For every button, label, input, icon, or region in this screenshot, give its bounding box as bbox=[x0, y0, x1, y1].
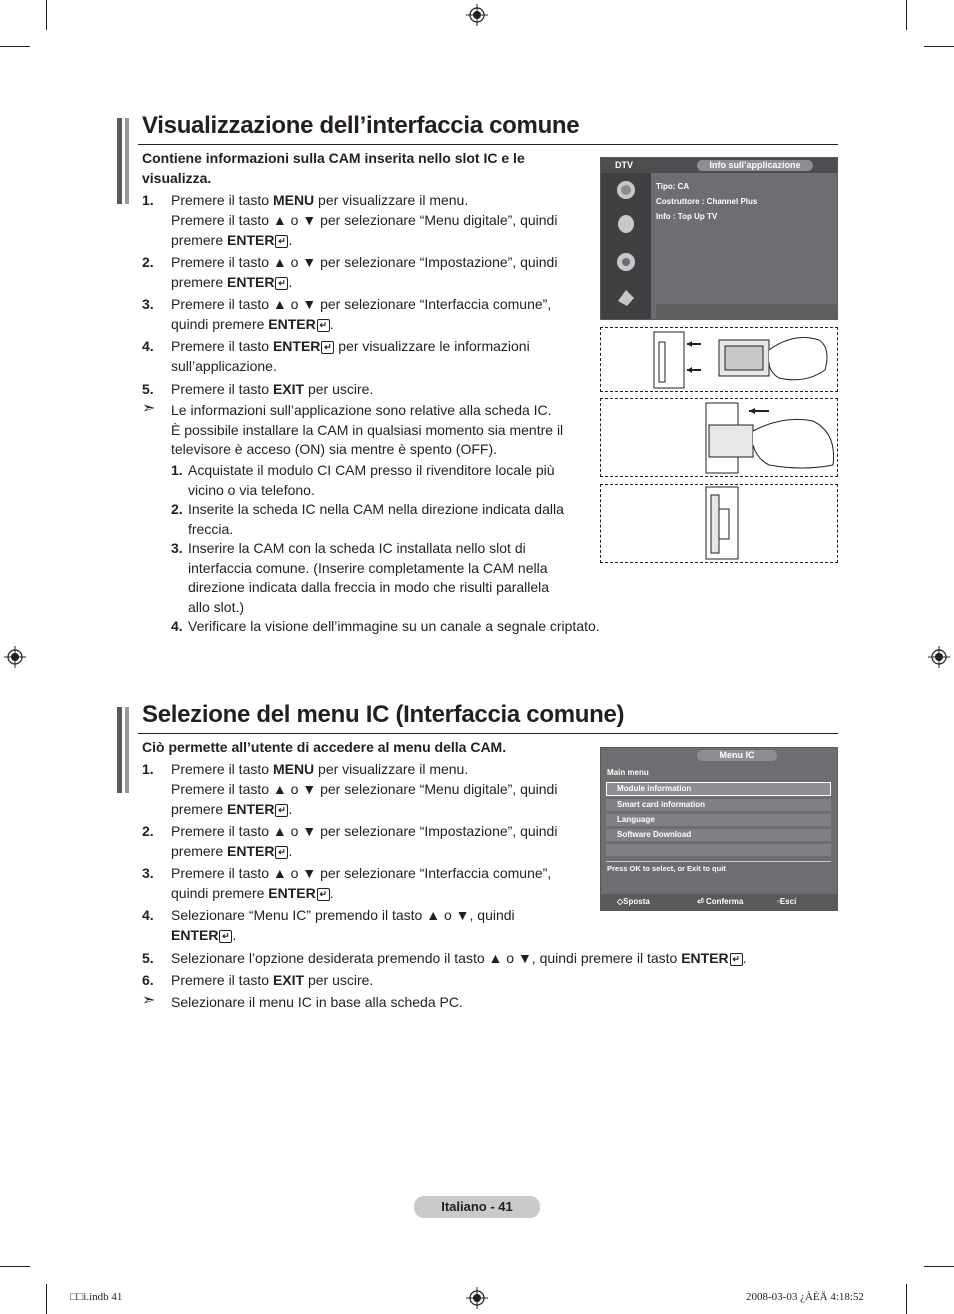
screen-header-label: Menu IC bbox=[697, 750, 777, 761]
line-text: per uscire. bbox=[304, 381, 374, 397]
step-number: 5. bbox=[142, 950, 154, 966]
enter-key-icon: ↵ bbox=[730, 953, 743, 966]
step-text bbox=[171, 863, 551, 883]
sound-menu-icon bbox=[615, 213, 637, 235]
substep-number: 3. bbox=[171, 540, 183, 556]
note-arrow-icon: ➣ bbox=[142, 400, 156, 417]
screen-info-line: Info : Top Up TV bbox=[656, 212, 718, 221]
step-number: 3. bbox=[142, 296, 154, 312]
substep-number: 4. bbox=[171, 618, 183, 634]
registration-mark-icon bbox=[466, 1287, 488, 1309]
line-text: . bbox=[329, 885, 334, 901]
step-text bbox=[171, 190, 468, 210]
key-name: ENTER bbox=[268, 316, 316, 332]
screen-header-label: Info sull’applicazione bbox=[697, 160, 813, 171]
substep-text: Inserite la scheda IC nella CAM nella direzione indicata dalla bbox=[188, 501, 564, 517]
screen-menu-item-selected[interactable]: Module information bbox=[606, 782, 831, 796]
step-text bbox=[171, 905, 515, 925]
line-text: . bbox=[742, 950, 747, 966]
screen-menu-item[interactable]: Smart card information bbox=[606, 799, 831, 811]
substep-text: Inserire la CAM con la scheda IC installata nello slot di bbox=[188, 540, 526, 556]
page-number-badge: Italiano - 41 bbox=[414, 1196, 540, 1218]
screen-menu-item[interactable]: Software Download bbox=[606, 829, 831, 841]
key-name: MENU bbox=[272, 761, 315, 777]
crop-mark bbox=[924, 1266, 954, 1267]
line-text: Premere il tasto ▲ o ▼ per selezionare “Menu digitale”, quindi bbox=[171, 212, 558, 228]
illustration-cam-slot bbox=[600, 398, 838, 477]
substep-text: Verificare la visione dell’immagine su un canale a segnale criptato. bbox=[188, 618, 600, 634]
line-text: per visualizzare le informazioni bbox=[334, 338, 530, 354]
note-text: È possibile installare la CAM in qualsiasi momento sia mentre il bbox=[171, 421, 564, 438]
step-number: 1. bbox=[142, 761, 154, 777]
line-text: Selezionare l’opzione desiderata premendo il tasto ▲ o ▼, quindi premere il tasto bbox=[171, 950, 682, 966]
section-intro: Ciò permette all’utente di accedere al menu della CAM. bbox=[142, 739, 507, 755]
line-text: per visualizzare il menu. bbox=[314, 192, 469, 208]
enter-key-icon: ↵ bbox=[275, 235, 288, 248]
line-text: . bbox=[288, 801, 293, 817]
section-rule bbox=[138, 144, 838, 145]
section-rule bbox=[138, 733, 838, 734]
line-text: . bbox=[288, 843, 293, 859]
illustration-cam-inserted bbox=[600, 484, 838, 563]
step-text bbox=[171, 970, 373, 990]
key-name: ENTER bbox=[171, 927, 219, 943]
move-arrows-icon: ◇ bbox=[617, 897, 624, 906]
crop-mark bbox=[46, 1284, 47, 1314]
key-name: ENTER bbox=[227, 801, 275, 817]
screen-mode-label: DTV bbox=[615, 160, 633, 170]
screen-footer-confirm bbox=[697, 897, 743, 906]
screen-info-list bbox=[656, 179, 757, 224]
step-text bbox=[171, 799, 292, 819]
substep-number: 1. bbox=[171, 462, 183, 478]
line-text: . bbox=[288, 232, 293, 248]
note-text: Selezionare il menu IC in base alla scheda PC. bbox=[171, 994, 463, 1010]
screen-hint: Press OK to select, or Exit to quit bbox=[607, 864, 726, 873]
step-text bbox=[171, 210, 557, 230]
print-slug-left: □□i.indb 41 bbox=[70, 1291, 123, 1303]
section-bar bbox=[125, 707, 129, 793]
line-text: premere bbox=[171, 232, 228, 248]
step-text bbox=[171, 948, 747, 968]
key-name: EXIT bbox=[272, 381, 305, 397]
picture-menu-icon bbox=[615, 179, 637, 201]
screen-menu-item[interactable]: Language bbox=[606, 814, 831, 826]
step-number: 3. bbox=[142, 865, 154, 881]
step-number: 4. bbox=[142, 907, 154, 923]
step-number: 2. bbox=[142, 823, 154, 839]
step-text bbox=[171, 841, 292, 861]
note-arrow-icon: ➣ bbox=[142, 992, 156, 1009]
screen-menu-item-empty bbox=[606, 844, 831, 856]
substep-text: freccia. bbox=[188, 520, 234, 537]
step-text bbox=[171, 883, 334, 903]
line-text: . bbox=[232, 927, 237, 943]
crop-mark bbox=[906, 1284, 907, 1314]
cam-inserted-illustration bbox=[601, 485, 837, 562]
key-name: ENTER bbox=[227, 274, 275, 290]
line-text: premere bbox=[171, 843, 228, 859]
line-text: Premere il tasto bbox=[171, 761, 273, 777]
step-text bbox=[171, 356, 277, 376]
line-text: Premere il tasto bbox=[171, 192, 273, 208]
line-text: . bbox=[329, 316, 334, 332]
enter-key-icon: ↵ bbox=[219, 930, 232, 943]
section-bar bbox=[117, 118, 122, 204]
crop-mark bbox=[0, 1266, 30, 1267]
step-text bbox=[171, 379, 373, 399]
screen-footer-bar bbox=[656, 304, 837, 319]
screen-divider bbox=[606, 861, 831, 862]
screen-menu-list bbox=[606, 782, 831, 856]
line-text: quindi premere bbox=[171, 885, 269, 901]
note-text: Le informazioni sull’applicazione sono relative alla scheda IC. bbox=[171, 402, 552, 418]
screen-footer-confirm-label: Conferma bbox=[705, 897, 744, 906]
key-name: ENTER bbox=[227, 232, 275, 248]
substep-text: interfaccia comune. (Inserire completamente la CAM nella bbox=[188, 559, 548, 576]
step-number: 4. bbox=[142, 338, 154, 354]
substep-text: direzione indicata dalla freccia in modo che risulti parallela bbox=[188, 579, 550, 595]
line-text: Premere il tasto bbox=[171, 338, 273, 354]
step-text bbox=[171, 821, 557, 841]
step-text bbox=[171, 925, 236, 945]
line-text: Premere il tasto bbox=[171, 381, 273, 397]
screen-info-line: Costruttore : Channel Plus bbox=[656, 197, 758, 206]
exit-icon: ▫ bbox=[777, 897, 780, 906]
enter-key-icon: ↵ bbox=[275, 277, 288, 290]
substep-text: Acquistate il modulo CI CAM presso il rivenditore locale più bbox=[188, 462, 555, 478]
line-text: Premere il tasto ▲ o ▼ per selezionare “Impostazione”, quindi bbox=[171, 254, 558, 270]
screen-footer-move-label: Sposta bbox=[623, 897, 650, 906]
crop-mark bbox=[46, 0, 47, 30]
registration-mark-icon bbox=[4, 646, 26, 668]
line-text: Premere il tasto ▲ o ▼ per selezionare “Menu digitale”, quindi bbox=[171, 781, 558, 797]
step-text bbox=[171, 336, 530, 356]
screen-sidebar bbox=[601, 173, 651, 319]
illustration-cam-card bbox=[600, 327, 838, 392]
line-text: per visualizzare il menu. bbox=[314, 761, 469, 777]
step-text bbox=[171, 314, 334, 334]
tv-screen-info bbox=[600, 157, 838, 320]
key-name: ENTER bbox=[268, 885, 316, 901]
screen-footer-move bbox=[617, 897, 650, 906]
line-text: sull’applicazione. bbox=[171, 358, 277, 374]
step-text bbox=[171, 272, 292, 292]
key-name: MENU bbox=[272, 192, 315, 208]
screen-footer-exit-label: Esci bbox=[779, 897, 797, 906]
step-text bbox=[171, 294, 551, 314]
line-text: premere bbox=[171, 801, 228, 817]
screen-footer-exit bbox=[777, 897, 796, 906]
section-intro: Contiene informazioni sulla CAM inserita nello slot IC e le visualizza. bbox=[142, 150, 525, 186]
key-name: EXIT bbox=[272, 972, 305, 988]
note-text: televisore è acceso (ON) sia mentre è spento (OFF). bbox=[171, 441, 497, 457]
enter-key-icon: ↵ bbox=[317, 888, 330, 901]
line-text: Premere il tasto ▲ o ▼ per selezionare “Interfaccia comune”, bbox=[171, 865, 552, 881]
registration-mark-icon bbox=[466, 4, 488, 26]
substep-text: allo slot.) bbox=[188, 598, 245, 615]
line-text: per uscire. bbox=[304, 972, 374, 988]
crop-mark bbox=[0, 46, 30, 47]
enter-key-icon: ↵ bbox=[275, 804, 288, 817]
substep-text: vicino o via telefono. bbox=[188, 481, 315, 498]
key-name: ENTER bbox=[272, 338, 321, 354]
print-slug-right: 2008-03-03 ¿ÀÈÄ 4:18:52 bbox=[746, 1291, 864, 1303]
section-title: Selezione del menu IC (Interfaccia comune) bbox=[142, 701, 625, 728]
cam-slot-illustration bbox=[601, 399, 837, 476]
line-text: . bbox=[288, 274, 293, 290]
enter-key-icon: ↵ bbox=[321, 341, 334, 354]
section-bar bbox=[117, 707, 122, 793]
substep-number: 2. bbox=[171, 501, 183, 517]
enter-key-icon: ↵ bbox=[275, 846, 288, 859]
key-name: ENTER bbox=[227, 843, 275, 859]
setup-gear-icon bbox=[615, 251, 637, 273]
line-text: Premere il tasto bbox=[171, 972, 273, 988]
step-text bbox=[171, 252, 557, 272]
input-menu-icon bbox=[615, 287, 637, 309]
screen-main-menu-label: Main menu bbox=[607, 768, 649, 777]
line-text: Premere il tasto ▲ o ▼ per selezionare “Interfaccia comune”, bbox=[171, 296, 552, 312]
enter-key-icon: ↵ bbox=[317, 319, 330, 332]
line-text: premere bbox=[171, 274, 228, 290]
step-number: 1. bbox=[142, 192, 154, 208]
cam-insert-illustration bbox=[601, 328, 837, 391]
line-text: Selezionare “Menu IC” premendo il tasto ▲ o ▼, quindi bbox=[171, 907, 515, 923]
line-text: Premere il tasto ▲ o ▼ per selezionare “Impostazione”, quindi bbox=[171, 823, 558, 839]
tv-screen-menu-ic bbox=[600, 747, 838, 911]
step-text bbox=[171, 779, 557, 799]
section-bar bbox=[125, 118, 129, 204]
step-text bbox=[171, 230, 292, 250]
key-name: ENTER bbox=[681, 950, 729, 966]
crop-mark bbox=[906, 0, 907, 30]
screen-info-line: Tipo: CA bbox=[656, 182, 690, 191]
line-text: quindi premere bbox=[171, 316, 269, 332]
step-number: 6. bbox=[142, 972, 154, 988]
step-number: 5. bbox=[142, 381, 154, 397]
registration-mark-icon bbox=[928, 646, 950, 668]
enter-icon: ⏎ bbox=[697, 897, 704, 906]
section-title: Visualizzazione dell’interfaccia comune bbox=[142, 112, 580, 139]
crop-mark bbox=[924, 46, 954, 47]
step-text bbox=[171, 759, 468, 779]
step-number: 2. bbox=[142, 254, 154, 270]
